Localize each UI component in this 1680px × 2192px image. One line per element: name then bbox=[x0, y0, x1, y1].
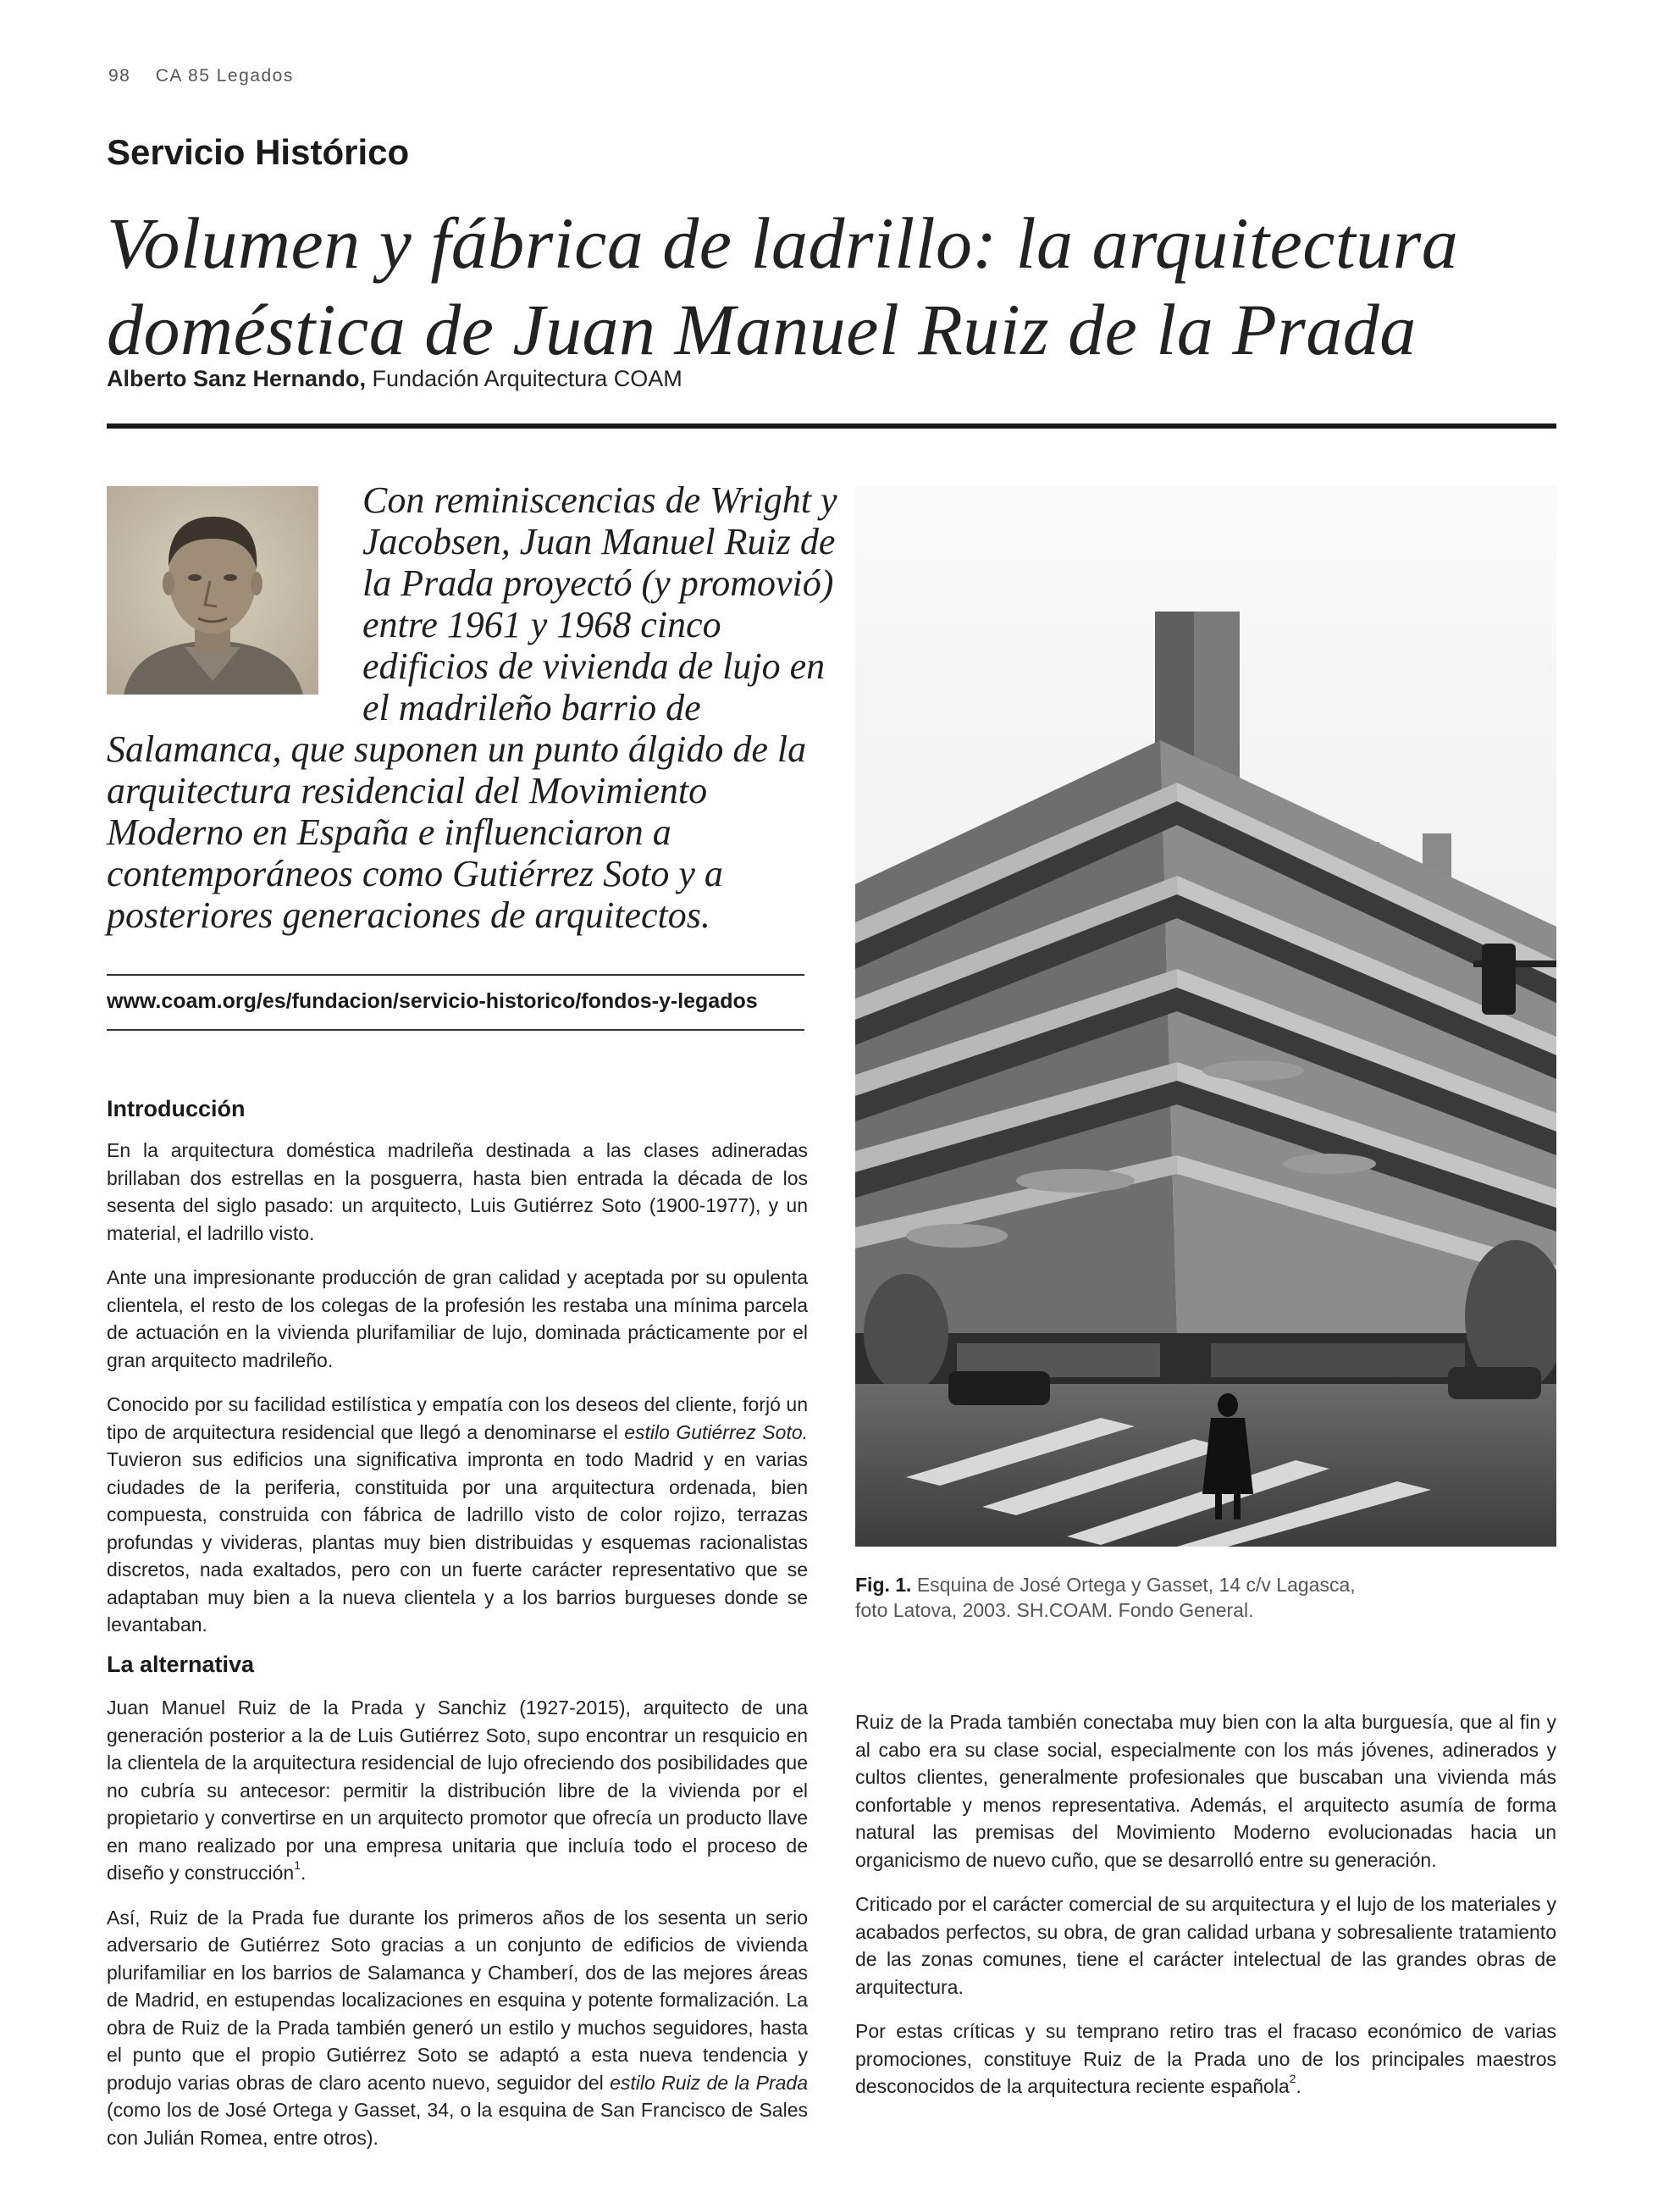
heading-introduccion: Introducción bbox=[107, 1096, 246, 1121]
author-line bbox=[107, 366, 682, 392]
figure-caption bbox=[855, 1572, 1356, 1623]
fondos-url[interactable]: www.coam.org/es/fundacion/servicio-historico/fondos-y-legados bbox=[107, 989, 758, 1013]
publication-name: CA 85 Legados bbox=[155, 66, 294, 86]
heading-la-alternativa: La alternativa bbox=[107, 1652, 255, 1677]
running-head bbox=[108, 66, 294, 86]
footnote-ref[interactable]: 2 bbox=[1289, 2072, 1296, 2085]
url-rule-top bbox=[107, 974, 804, 976]
paragraph: Así, Ruiz de la Prada fue durante los primeros años de los sesenta un serio adversario de Gutiérrez Soto gracias a un conjunto de edificios de vivienda plurifamiliar en los barrios de Salamanca y Chamberí, dos de las mejores áreas de Madrid, en estupendas localizaciones en esquina y potente formalización. La obra de Ruiz de la Prada también generó un estilo y muchos seguidores, hasta el punto que el propio Gutiérrez Soto se adaptó a esta nueva tendencia y produjo varias obras de claro acento nuevo, seguidor del estilo Ruiz de la Prada (como los de José Ortega y Gasset, 34, o la esquina de San Francisco de Sales con Julián Romea, entre otros). bbox=[107, 1906, 809, 2149]
footnote-ref[interactable]: 1 bbox=[294, 1858, 301, 1872]
caption-line-1: Esquina de José Ortega y Gasset, 14 c/v Lagasca, bbox=[916, 1574, 1356, 1596]
url-rule-bottom bbox=[107, 1029, 804, 1031]
author-affiliation: Fundación Arquitectura COAM bbox=[372, 366, 682, 391]
paragraph: Por estas críticas y su temprano retiro tras el fracaso económico de varias promociones, constituye Ruiz de la Prada uno de los principales maestros desconocidos de la arquitectura reciente española$^2$. bbox=[855, 2020, 1556, 2097]
paragraph: Criticado por el carácter comercial de su arquitectura y el lujo de los materiales y acabados perfectos, su obra, de gran calidad urbana y sobresaliente tratamiento de las zonas comunes, tiene el carácter intelectual de las grandes obras de arquitectura. bbox=[855, 1893, 1556, 1998]
caption-line-2: foto Latova, 2003. SH.COAM. Fondo General. bbox=[855, 1599, 1254, 1621]
lede-text: Con reminiscencias de Wright y Jacobsen, Juan Manuel Ruiz de la Prada proyectó (y promovió) entre 1961 y 1968 cinco edificios de vivienda de lujo en el madrileño barrio de Salamanca, que suponen un punto álgido de la arquitectura residencial del Movimiento Moderno en España e influenciaron a contemporáneos como Gutiérrez Soto y a posteriores generaciones de arquitectos. bbox=[107, 479, 837, 936]
figure-photo bbox=[855, 486, 1556, 1547]
alternativa-body-col1 bbox=[107, 1694, 808, 2168]
section-label: Servicio Histórico bbox=[107, 132, 410, 172]
title-line-1: Volumen y fábrica de ladrillo: la arquitectura bbox=[107, 202, 1459, 284]
paragraph: Conocido por su facilidad estilística y empatía con los deseos del cliente, forjó un tipo de arquitectura residencial que llegó a denominarse el estilo Gutiérrez Soto. Tuvieron sus edificios una significativa impronta en todo Madrid y en varias ciudades de la periferia, constituida por una arquitectura ordenada, bien compuesta, construida con fábrica de ladrillo visto de color rojizo, terrazas profundas y vivideras, plantas muy bien distribuidas y esquemas racionalistas discretos, nada exaltados, pero con un fuerte carácter representativo que se adaptaban muy bien a la nueva clientela y a los barrios burgueses donde se levantaban. bbox=[107, 1393, 809, 1636]
author-portrait bbox=[107, 486, 318, 695]
figure-label: Fig. 1. bbox=[855, 1574, 912, 1596]
page-number: 98 bbox=[108, 66, 131, 86]
title-line-2: doméstica de Juan Manuel Ruiz de la Prada bbox=[107, 289, 1417, 370]
introduccion-body bbox=[107, 1137, 808, 1656]
paragraph: Ante una impresionante producción de gran calidad y aceptada por su opulenta clientela, el resto de los colegas de la profesión les restaba una mínima parcela de actuación en la vivienda plurifamiliar de lujo, dominada prácticamente por el gran arquitecto madrileño. bbox=[107, 1266, 808, 1371]
title-divider bbox=[107, 423, 1556, 429]
paragraph: Juan Manuel Ruiz de la Prada y Sanchiz (1927-2015), arquitecto de una generación posterior a la de Luis Gutiérrez Soto, supo encontrar un resquicio en la clientela de la arquitectura residencial de lujo ofreciendo dos posibilidades que no cubría su antecesor: permitir la distribución libre de la vivienda por el propietario y convertirse en un arquitecto promotor que ofrecía un producto llave en mano realizado por una empresa unitaria que incluía todo el proceso de diseño y construcción$^1$. bbox=[107, 1697, 808, 1884]
author-name: Alberto Sanz Hernando, bbox=[107, 366, 367, 391]
paragraph: Ruiz de la Prada también conectaba muy bien con la alta burguesía, que al fin y al cabo era su clase social, especialmente con los más jóvenes, adinerados y cultos clientes, generalmente profesionales que buscaban una vivienda más confortable y menos representativa. Además, el arquitecto asumía de forma natural las premisas del Movimiento Moderno evolucionadas hacia un organicismo de nuevo cuño, que se desarrolló entre su generación. bbox=[855, 1711, 1556, 1871]
paragraph: En la arquitectura doméstica madrileña destinada a las clases adineradas brillaban dos estrellas en la posguerra, hasta bien entrada la década de los sesenta del siglo pasado: un arquitecto, Luis Gutiérrez Soto (1900-1977), y un material, el ladrillo visto. bbox=[107, 1139, 808, 1244]
alternativa-body-col2 bbox=[855, 1708, 1556, 2117]
article-title bbox=[107, 200, 1580, 373]
